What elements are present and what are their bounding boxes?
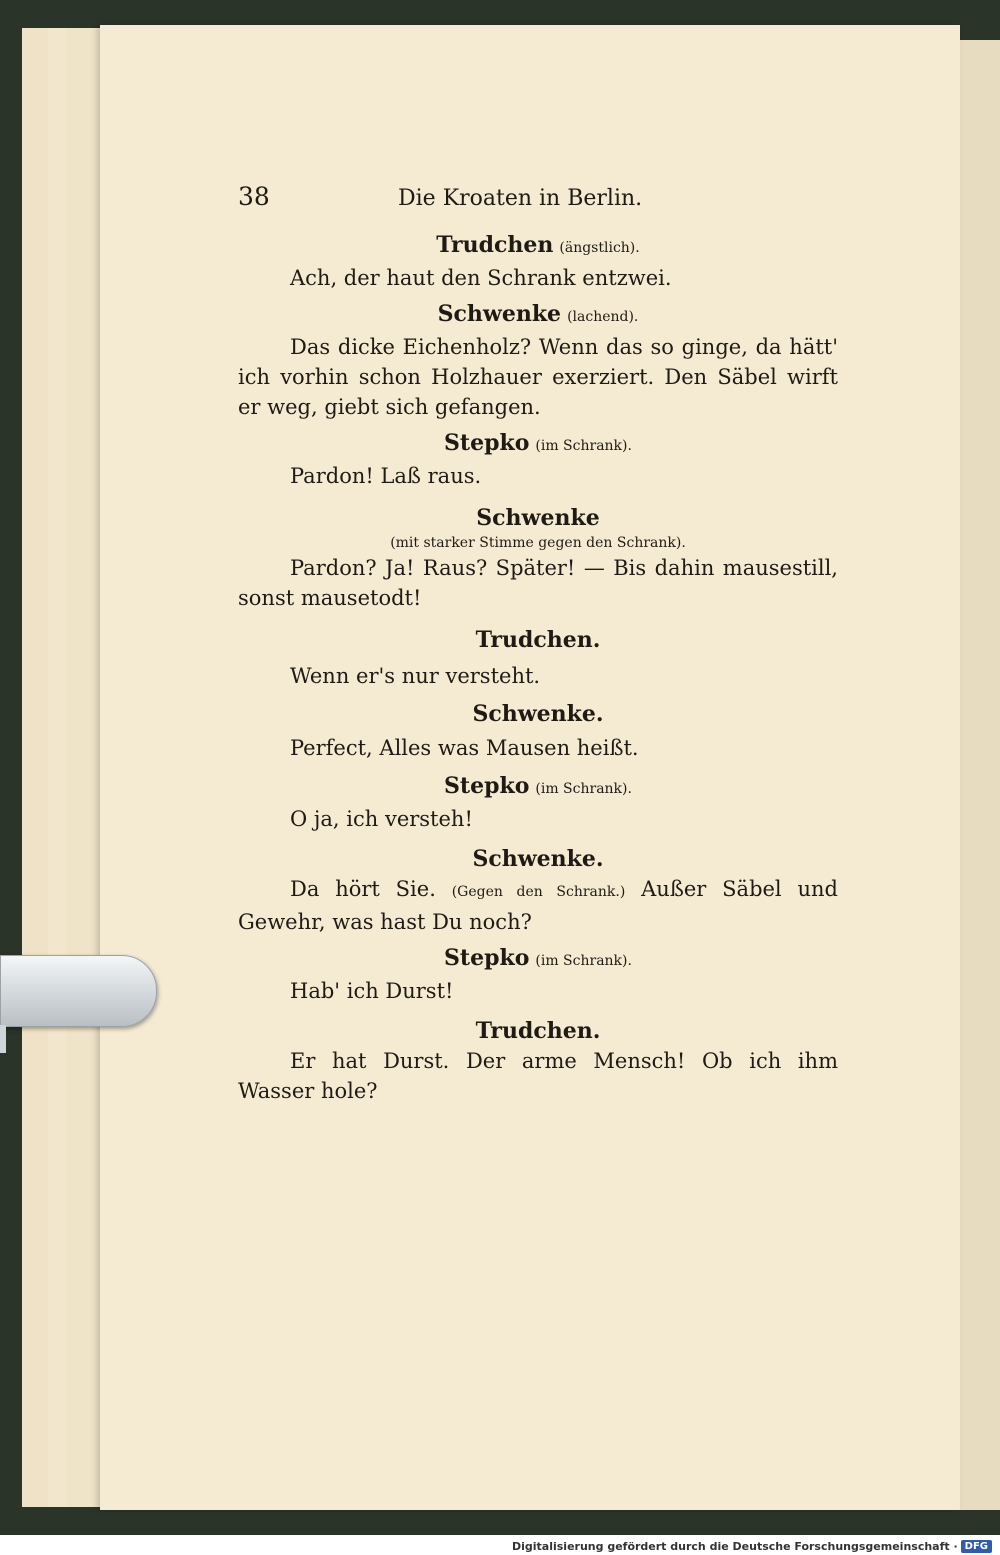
speaker-heading <box>238 943 838 976</box>
dialogue-line: Ach, der haut den Schrank entzwei. <box>290 266 672 290</box>
running-head <box>238 182 838 222</box>
speaker-heading <box>238 844 838 874</box>
speaker-name: Schwenke <box>437 301 562 327</box>
speaker-heading <box>238 1016 838 1046</box>
stage-direction: (im Schrank). <box>535 781 632 797</box>
speaker-name: Trudchen <box>436 232 554 258</box>
dialogue-line: Pardon! Laß raus. <box>290 464 482 488</box>
stage-direction: (im Schrank). <box>535 438 632 454</box>
speaker-heading <box>238 771 838 804</box>
stage-direction: (ängstlich). <box>559 240 640 256</box>
speaker-name: Stepko <box>444 945 530 971</box>
dialogue-line: Wenn er's nur versteht. <box>290 664 541 688</box>
speaker-name: Trudchen. <box>475 1018 601 1044</box>
speaker-name: Schwenke <box>476 505 600 531</box>
speaker-heading <box>238 299 838 332</box>
digitization-credit <box>512 1540 992 1553</box>
page-number: 38 <box>238 182 270 211</box>
speaker-heading <box>238 428 838 461</box>
speaker-name: Schwenke. <box>472 701 604 727</box>
dfg-logo: DFG <box>961 1540 992 1553</box>
speaker-name: Stepko <box>444 430 530 456</box>
speaker-heading <box>238 625 838 655</box>
speaker-name: Stepko <box>444 773 530 799</box>
dialogue-line: Er hat Durst. Der arme Mensch! Ob ich ihm Wasser hole? <box>238 1049 838 1103</box>
stage-direction: (Gegen den Schrank.) <box>451 884 626 900</box>
page-edge-right <box>958 40 1000 1510</box>
dialogue-text: Außer Säbel und Gewehr, was hast Du noch? <box>238 877 838 934</box>
dialogue-line: Hab' ich Durst! <box>290 979 454 1003</box>
speaker-heading <box>238 699 838 729</box>
dialogue-line: Pardon? Ja! Raus? Später! — Bis dahin mausestill, sonst mausetodt! <box>238 556 838 610</box>
speaker-heading <box>238 503 838 553</box>
dialogue-line <box>238 874 838 937</box>
running-title: Die Kroaten in Berlin. <box>398 186 643 211</box>
stage-direction: (mit starker Stimme gegen den Schrank). <box>390 535 686 551</box>
dialogue-line: Das dicke Eichenholz? Wenn das so ginge, da hätt' ich vorhin schon Holzhauer exerziert. Den Säbel wirft er weg, giebt sich gefangen. <box>238 335 838 419</box>
page-text <box>238 182 838 1106</box>
speaker-name: Schwenke. <box>472 846 604 872</box>
speaker-heading <box>238 230 838 263</box>
page-holder-clip <box>0 955 157 1027</box>
dialogue-line: O ja, ich versteh! <box>290 807 473 831</box>
credit-text: Digitalisierung gefördert durch die Deutsche Forschungsgemeinschaft · <box>511 1540 958 1553</box>
page-holder-clip <box>0 1025 6 1053</box>
speaker-name: Trudchen. <box>475 627 601 653</box>
dialogue-text: Da hört Sie. <box>290 877 436 901</box>
stage-direction: (lachend). <box>567 309 639 325</box>
stage-direction: (im Schrank). <box>535 953 632 969</box>
dialogue-line: Perfect, Alles was Mausen heißt. <box>290 736 639 760</box>
